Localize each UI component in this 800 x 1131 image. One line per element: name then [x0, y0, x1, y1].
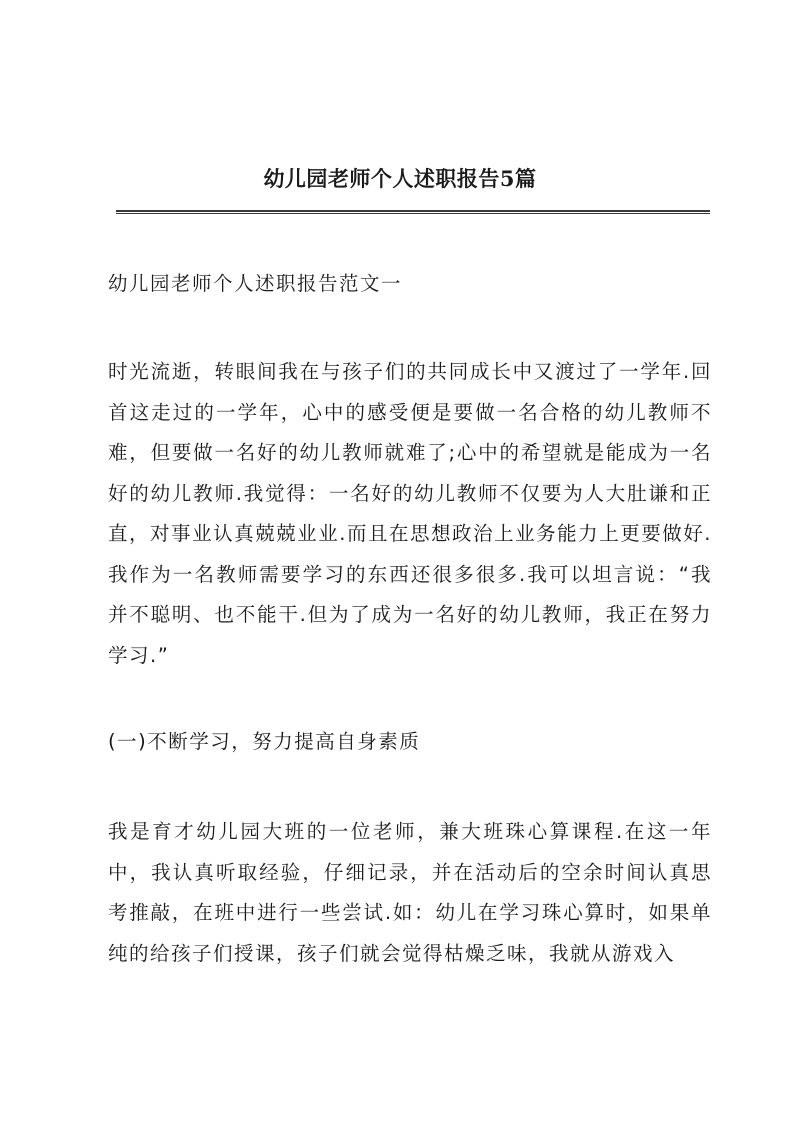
- title-divider: [116, 210, 710, 214]
- paragraph: 时光流逝，转眼间我在与孩子们的共同成长中又渡过了一学年.回首这走过的一学年，心中的感受便是要做一名合格的幼儿教师不难，但要做一名好的幼儿教师就难了;心中的希望就是能成为一名好的幼儿教师.我觉得：一名好的幼儿教师不仅要为人大肚谦和正直，对事业认真兢兢业业.而且在思想政治上业务能力上更要做好.我作为一名教师需要学习的东西还很多很多.我可以坦言说：“我并不聪明、也不能干.但为了成为一名好的幼儿教师，我正在努力学习.”: [108, 360, 712, 667]
- section-heading: (一)不断学习，努力提高自身素质: [108, 730, 421, 753]
- section-title: 幼儿园老师个人述职报告范文一: [108, 272, 403, 295]
- document-title: 幼儿园老师个人述职报告5篇: [263, 166, 537, 191]
- paragraph: 我是育才幼儿园大班的一位老师，兼大班珠心算课程.在这一年中，我认真听取经验，仔细记录，并在活动后的空余时间认真思考推敲，在班中进行一些尝试.如：幼儿在学习珠心算时，如果单纯的给孩子们授课，孩子们就会觉得枯燥乏味，我就从游戏入: [108, 820, 712, 965]
